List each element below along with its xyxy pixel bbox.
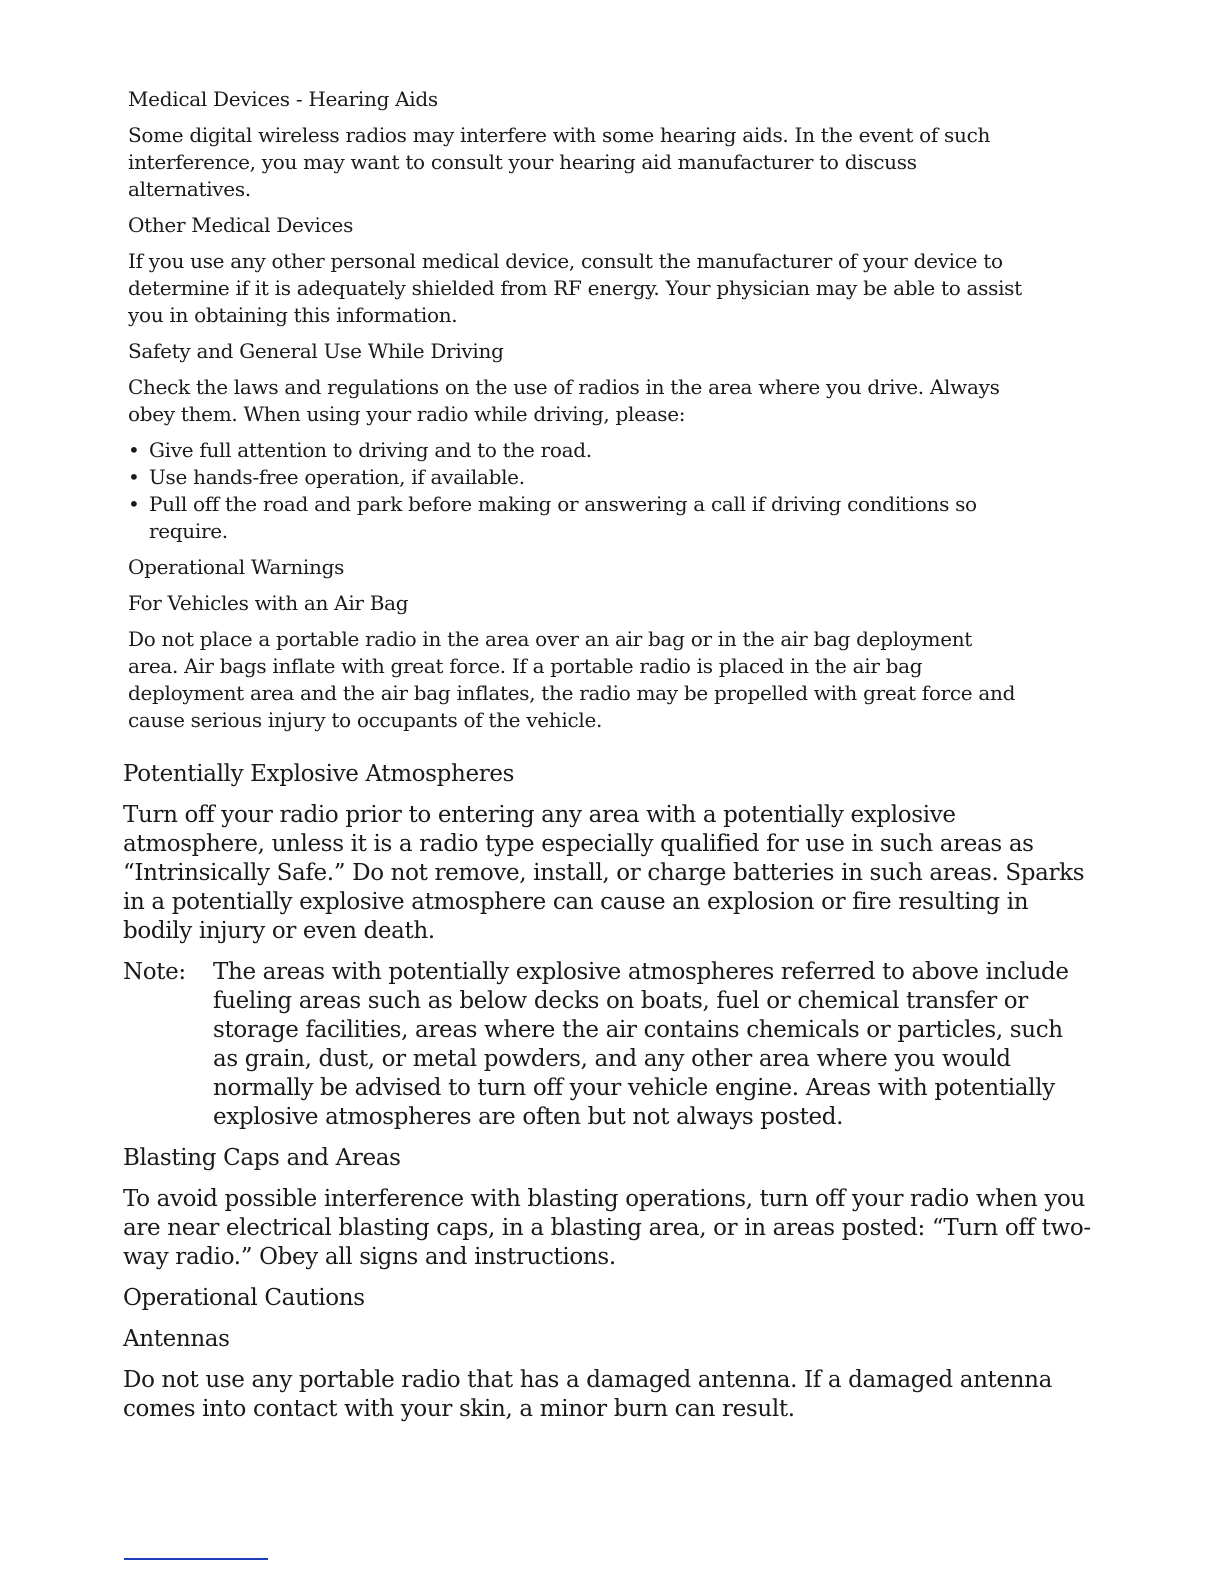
driving-paragraph: Check the laws and regulations on the use of radios in the area where you drive. Always obey them. When using your radio while driving, please: bbox=[128, 375, 1000, 426]
driving-bullet-list bbox=[128, 437, 1028, 545]
blasting-caps-paragraph: To avoid possible interference with blasting operations, turn off your radio when you are near electrical blasting caps, in a blasting area, or in areas posted: “Turn off two-way radio.” Obey all signs and instructions. bbox=[123, 1186, 1091, 1270]
blasting-caps-heading: Blasting Caps and Areas bbox=[123, 1145, 401, 1171]
list-item-text: Give full attention to driving and to the road. bbox=[149, 438, 592, 462]
bullet-icon: • bbox=[128, 492, 140, 516]
bullet-icon: • bbox=[128, 438, 140, 462]
other-devices-heading: Other Medical Devices bbox=[128, 213, 354, 237]
air-bag-paragraph: Do not place a portable radio in the area over an air bag or in the air bag deployment area. Air bags inflate with great force. If a portable radio is placed in the air bag deployment area and the air bag inflates, the radio may be propelled with great force and cause serious injury to occupants of the vehicle. bbox=[128, 627, 1016, 732]
lower-section bbox=[123, 760, 1091, 1436]
antennas-heading: Antennas bbox=[123, 1326, 230, 1352]
list-item-text: Use hands-free operation, if available. bbox=[149, 465, 525, 489]
list-item bbox=[128, 491, 1028, 545]
hearing-aids-heading: Medical Devices - Hearing Aids bbox=[128, 87, 438, 111]
explosive-atmospheres-heading: Potentially Explosive Atmospheres bbox=[123, 761, 515, 787]
footer-divider bbox=[124, 1558, 268, 1560]
antennas-paragraph: Do not use any portable radio that has a damaged antenna. If a damaged antenna comes into contact with your skin, a minor burn can result. bbox=[123, 1367, 1052, 1422]
upper-section bbox=[128, 86, 1028, 743]
operational-warnings-heading: Operational Warnings bbox=[128, 555, 345, 579]
note-text: The areas with potentially explosive atmospheres referred to above include fueling areas such as below decks on boats, fuel or chemical transfer or storage facilities, areas where the air contains chemicals or particles, such as grain, dust, or metal powders, and any other area where you would normally be advised to turn off your vehicle engine. Areas with potentially explosive atmospheres are often but not always posted. bbox=[213, 959, 1069, 1130]
bullet-icon: • bbox=[128, 465, 140, 489]
note-label: Note: bbox=[123, 959, 186, 985]
air-bag-heading: For Vehicles with an Air Bag bbox=[128, 591, 409, 615]
explosive-atmospheres-paragraph: Turn off your radio prior to entering any area with a potentially explosive atmosphere, unless it is a radio type especially qualified for use in such areas as “Intrinsically Safe.” Do not remove, install, or charge batteries in such areas. Sparks in a potentially explosive atmosphere can cause an explosion or fire resulting in bodily injury or even death. bbox=[123, 802, 1085, 944]
list-item-text: Pull off the road and park before making or answering a call if driving conditions so require. bbox=[149, 492, 977, 543]
other-devices-paragraph: If you use any other personal medical device, consult the manufacturer of your device to determine if it is adequately shielded from RF energy. Your physician may be able to assist you in obtaining this information. bbox=[128, 249, 1022, 327]
hearing-aids-paragraph: Some digital wireless radios may interfere with some hearing aids. In the event of such interference, you may want to consult your hearing aid manufacturer to discuss alternatives. bbox=[128, 123, 991, 201]
operational-cautions-heading: Operational Cautions bbox=[123, 1285, 365, 1311]
list-item bbox=[128, 464, 1028, 491]
list-item bbox=[128, 437, 1028, 464]
note-block bbox=[123, 958, 1091, 1132]
driving-heading: Safety and General Use While Driving bbox=[128, 339, 504, 363]
